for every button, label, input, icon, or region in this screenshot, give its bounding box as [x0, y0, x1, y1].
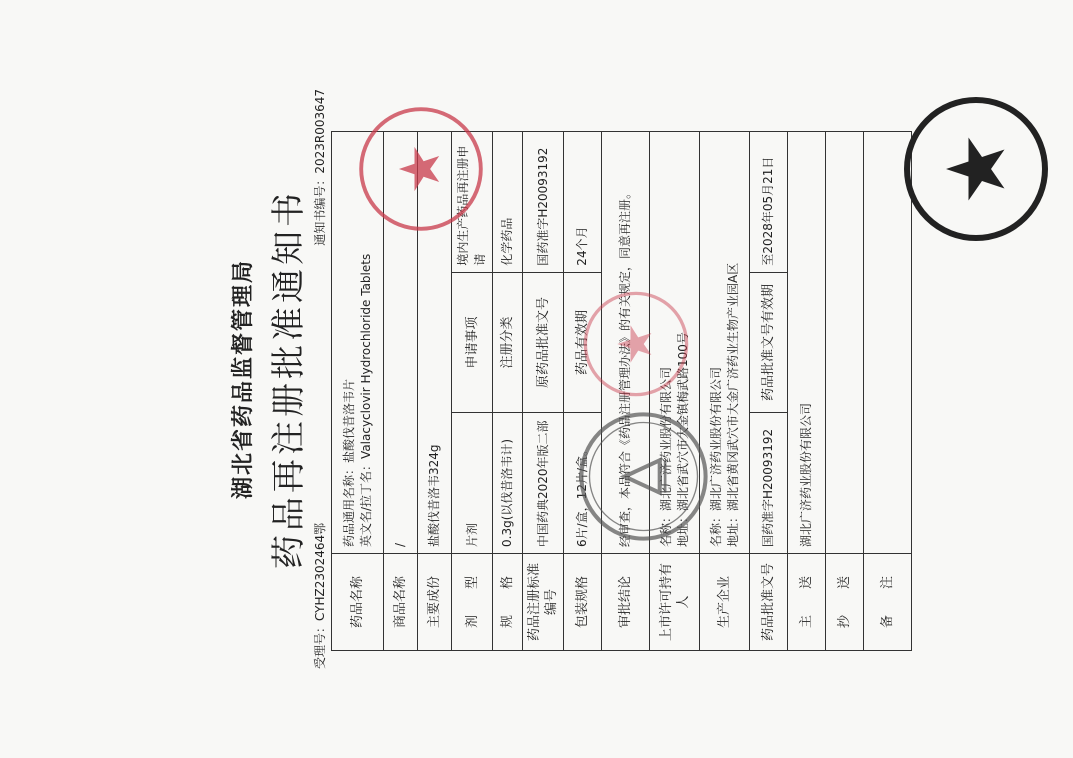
acceptance-number: 受理号：CYHZ2302464鄂	[313, 522, 327, 669]
label-conclusion: 审批结论	[602, 554, 650, 651]
label-trade-name: 商品名称	[384, 554, 418, 651]
notice-number: 通知书编号：2023R003647	[313, 89, 327, 246]
row-spec	[493, 132, 523, 651]
label-drug-name: 药品名称	[332, 554, 384, 651]
value-standard: 中国药典2020年版二部	[523, 413, 564, 554]
drug-english-name: 英文名/拉丁名：Valacyclovir Hydrochloride Tablets	[358, 253, 373, 547]
label-application-item: 申请事项	[452, 272, 493, 413]
label-approval-validity: 药品批准文号有效期	[750, 272, 788, 413]
label-spec: 规 格	[493, 554, 523, 651]
value-package: 6片/盒，12片/盒。	[564, 413, 602, 554]
value-cc	[826, 132, 864, 554]
holder-address: 地址：湖北省武穴市大金镇梅武路100号	[675, 332, 690, 547]
label-original-approval: 原药品批准文号	[523, 272, 564, 413]
value-trade-name: /	[384, 132, 418, 554]
label-standard: 药品注册标准编号	[523, 554, 564, 651]
label-registration-class: 注册分类	[493, 272, 523, 413]
document-title: 药品再注册批准通知书	[269, 189, 309, 569]
drug-generic-name: 药品通用名称：盐酸伐昔洛韦片	[341, 378, 356, 547]
company-seal-graphic	[576, 409, 711, 544]
label-approval-number: 药品批准文号	[750, 554, 788, 651]
value-original-approval: 国药准字H20093192	[523, 132, 564, 273]
label-package: 包装规格	[564, 554, 602, 651]
value-registration-class: 化学药品	[493, 132, 523, 273]
value-application-item: 境内生产药品再注册申请	[452, 132, 493, 273]
row-standard	[523, 132, 564, 651]
row-approval-number	[750, 132, 788, 651]
issuing-agency: 湖北省药品监督管理局	[231, 259, 256, 500]
agency-red-seal	[581, 289, 691, 399]
approval-notice-document	[56, 59, 1016, 699]
agency-seal-graphic	[901, 94, 1051, 244]
label-ingredient: 主要成份	[418, 554, 452, 651]
manufacturer-name: 名称：湖北广济药业股份有限公司	[708, 366, 723, 547]
holder-name: 名称：湖北广济药业股份有限公司	[658, 366, 673, 547]
value-spec: 0.3g(以伐昔洛韦计)	[493, 413, 523, 554]
agency-official-seal	[901, 94, 1051, 244]
label-holder: 上市许可持有人	[650, 554, 700, 651]
red-company-seal	[356, 104, 486, 234]
value-conclusion: 经审查，本品符合《药品注册管理办法》的有关规定，同意再注册。	[602, 132, 650, 554]
value-validity: 24个月	[564, 132, 602, 273]
label-cc: 抄 送	[826, 554, 864, 651]
company-seal	[576, 409, 711, 544]
value-dosage-form: 片剂	[452, 413, 493, 554]
label-remarks: 备 注	[864, 554, 912, 651]
label-manufacturer: 生产企业	[700, 554, 750, 651]
label-validity: 药品有效期	[564, 272, 602, 413]
label-recipient: 主 送	[788, 554, 826, 651]
value-approval-number: 国药准字H20093192	[750, 413, 788, 554]
row-manufacturer	[700, 132, 750, 651]
value-recipient: 湖北广济药业股份有限公司	[788, 132, 826, 554]
manufacturer-address: 地址：湖北省黄冈武穴市大金广济药业生物产业园A区	[725, 262, 740, 547]
agency-red-seal-graphic	[581, 289, 691, 399]
value-approval-validity: 至2028年05月21日	[750, 132, 788, 273]
value-ingredient: 盐酸伐昔洛韦324g	[418, 132, 452, 554]
label-dosage-form: 剂 型	[452, 554, 493, 651]
row-recipient	[788, 132, 826, 651]
red-seal-graphic	[356, 104, 486, 234]
row-cc	[826, 132, 864, 651]
